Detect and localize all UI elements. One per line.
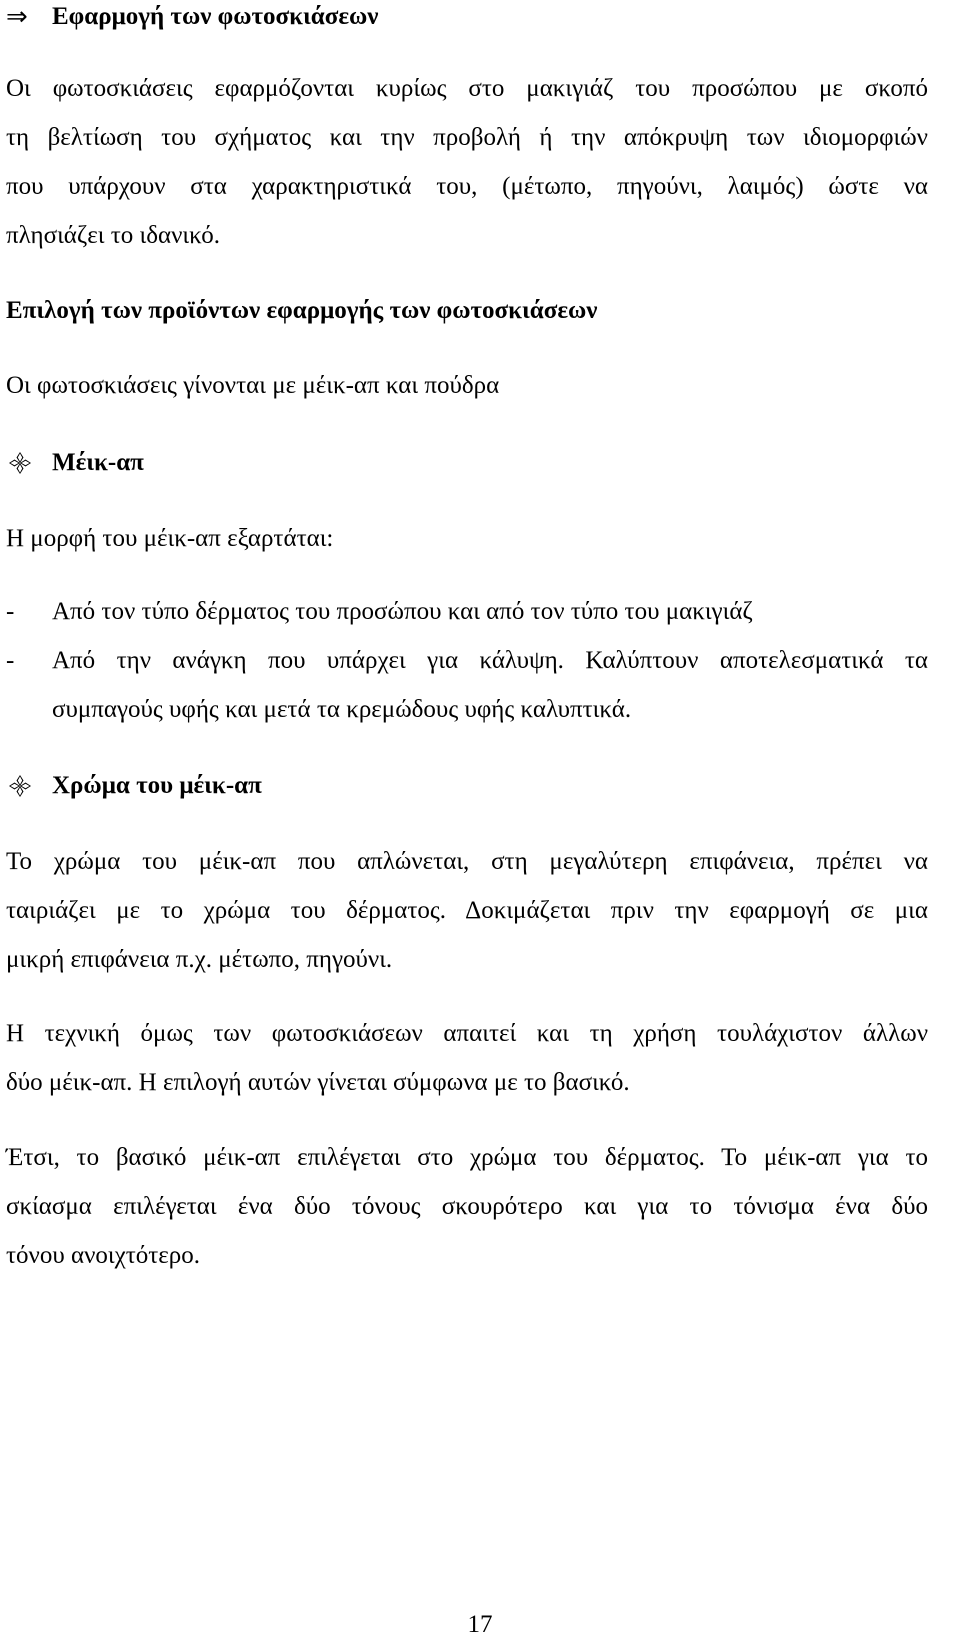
color-p3-line-1: Έτσι, το βασικό μέικ-απ επιλέγεται στο χρώμα του δέρματος. Το μέικ-απ για το: [6, 1144, 928, 1171]
dash-bullet-1: -: [6, 598, 15, 625]
main-heading-text: Εφαρμογή των φωτοσκιάσεων: [52, 3, 379, 30]
intro-line-4: πλησιάζει το ιδανικό.: [6, 222, 220, 249]
arrow-right-icon: ⇒: [6, 2, 28, 32]
diamond-bullet-icon: [6, 772, 52, 800]
diamond-bullet-icon: [6, 449, 52, 477]
makeup-bullet-2-line-1: Από την ανάγκη που υπάρχει για κάλυψη. Καλύπτουν αποτελεσματικά τα: [52, 647, 928, 674]
makeup-heading: [6, 448, 144, 478]
products-text: Οι φωτοσκιάσεις γίνονται με μέικ-απ και πούδρα: [6, 372, 500, 399]
makeup-bullet-2-line-2: συμπαγούς υφής και μετά τα κρεμώδους υφής καλυπτικά.: [52, 696, 632, 723]
page-number: 17: [467, 1611, 493, 1638]
intro-line-1: Οι φωτοσκιάσεις εφαρμόζονται κυρίως στο μακιγιάζ του προσώπου με σκοπό: [6, 75, 928, 102]
color-p2-line-1: Η τεχνική όμως των φωτοσκιάσεων απαιτεί και τη χρήση τουλάχιστον άλλων: [6, 1020, 928, 1047]
color-heading: [6, 771, 262, 801]
color-p1-line-3: μικρή επιφάνεια π.χ. μέτωπο, πηγούνι.: [6, 946, 393, 973]
color-p3-line-2: σκίασμα επιλέγεται ένα δύο τόνους σκουρότερο και για το τόνισμα ένα δύο: [6, 1193, 928, 1220]
color-heading-text: Χρώμα του μέικ-απ: [52, 772, 262, 799]
makeup-heading-text: Μέικ-απ: [52, 449, 144, 476]
main-heading: [6, 2, 378, 32]
makeup-bullet-1: Από τον τύπο δέρματος του προσώπου και από τον τύπο του μακιγιάζ: [52, 598, 753, 625]
intro-line-2: τη βελτίωση του σχήματος και την προβολή ή την απόκρυψη των ιδιομορφιών: [6, 124, 928, 151]
products-heading: Επιλογή των προϊόντων εφαρμογής των φωτοσκιάσεων: [6, 297, 598, 324]
color-p2-line-2: δύο μέικ-απ. Η επιλογή αυτών γίνεται σύμφωνα με το βασικό.: [6, 1069, 630, 1096]
color-p3-line-3: τόνου ανοιχτότερο.: [6, 1242, 201, 1269]
dash-bullet-2: -: [6, 647, 15, 674]
intro-line-3: που υπάρχουν στα χαρακτηριστικά του, (μέτωπο, πηγούνι, λαιμός) ώστε να: [6, 173, 928, 200]
color-p1-line-1: Το χρώμα του μέικ-απ που απλώνεται, στη μεγαλύτερη επιφάνεια, πρέπει να: [6, 848, 928, 875]
makeup-text: Η μορφή του μέικ-απ εξαρτάται:: [6, 525, 334, 552]
color-p1-line-2: ταιριάζει με το χρώμα του δέρματος. Δοκιμάζεται πριν την εφαρμογή σε μια: [6, 897, 928, 924]
